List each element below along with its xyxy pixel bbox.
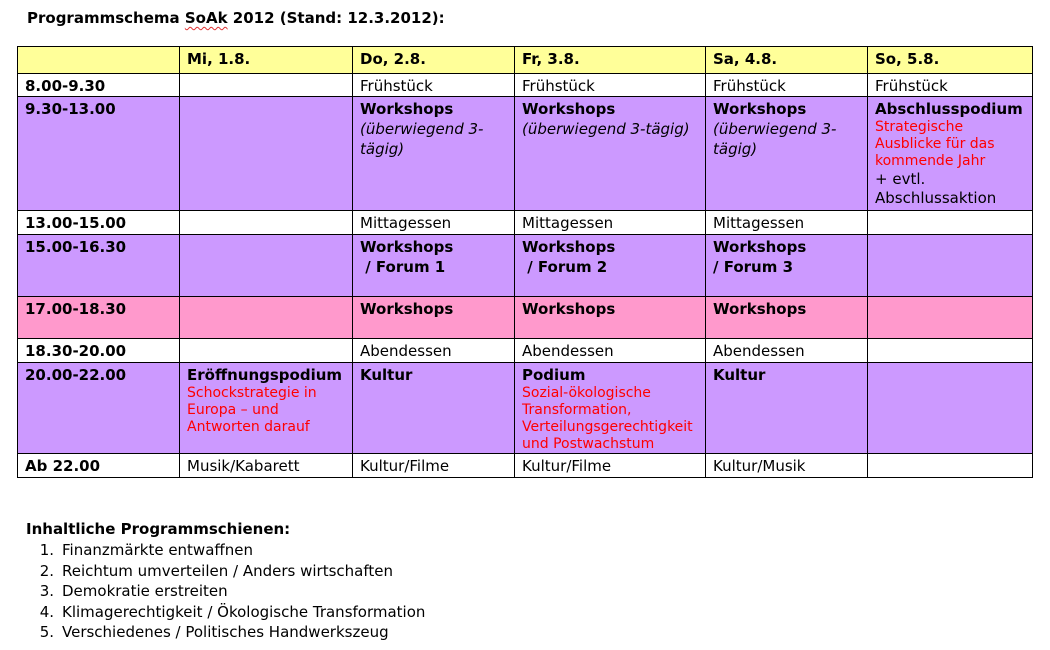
themes-heading: Inhaltliche Programmschienen: <box>26 520 291 538</box>
time-cell: 8.00-9.30 <box>18 74 180 97</box>
cell <box>353 235 515 297</box>
cell-red-note: Schockstrategie in Europa – und Antworten darauf <box>187 385 317 435</box>
day-header: Mi, 1.8. <box>180 47 353 74</box>
day-header: So, 5.8. <box>868 47 1033 74</box>
cell-title: Workshops <box>522 238 616 256</box>
cell-title: Workshops <box>713 100 807 118</box>
list-item <box>32 622 425 643</box>
table-row <box>18 297 1033 339</box>
cell <box>868 97 1033 211</box>
title-prefix: Programmschema <box>27 9 185 27</box>
cell <box>868 454 1033 478</box>
title-suffix: 2012 (Stand: 12.3.2012): <box>227 9 445 27</box>
themes-list <box>32 540 425 643</box>
cell: Kultur/Filme <box>353 454 515 478</box>
cell <box>180 297 353 339</box>
time-cell: 9.30-13.00 <box>18 97 180 211</box>
cell-title: Eröffnungspodium <box>187 366 343 384</box>
table-row <box>18 363 1033 454</box>
cell: Kultur/Musik <box>706 454 868 478</box>
cell: Frühstück <box>515 74 706 97</box>
title-soak: SoAk <box>184 9 228 27</box>
cell-subtitle: / Forum 1 <box>360 258 446 276</box>
cell <box>515 363 706 454</box>
cell-title: Podium <box>522 366 586 384</box>
cell: Workshops <box>515 297 706 339</box>
schedule-table <box>17 46 1033 478</box>
time-cell: 17.00-18.30 <box>18 297 180 339</box>
cell <box>868 363 1033 454</box>
cell <box>706 235 868 297</box>
cell-red-note: Strategische Ausblicke für das kommende Jahr <box>875 119 995 169</box>
cell-title: Workshops <box>360 238 454 256</box>
table-row <box>18 211 1033 235</box>
cell <box>180 339 353 363</box>
cell-subtitle: / Forum 2 <box>522 258 608 276</box>
cell <box>180 97 353 211</box>
list-item <box>32 540 425 561</box>
cell <box>706 97 868 211</box>
day-header: Sa, 4.8. <box>706 47 868 74</box>
list-item <box>32 602 425 623</box>
cell <box>868 211 1033 235</box>
list-number: 4. <box>39 602 54 621</box>
cell: Kultur/Filme <box>515 454 706 478</box>
cell: Mittagessen <box>353 211 515 235</box>
list-text: Reichtum umverteilen / Anders wirtschaften <box>62 561 393 580</box>
list-text: Finanzmärkte entwaffnen <box>62 541 253 559</box>
list-text: Verschiedenes / Politisches Handwerkszeug <box>62 623 389 641</box>
cell <box>353 97 515 211</box>
list-number: 1. <box>39 541 54 559</box>
cell-note: (überwiegend 3-tägig) <box>360 120 484 158</box>
list-item <box>32 581 425 602</box>
cell-note: + evtl. Abschlussaktion <box>875 170 997 207</box>
corner-cell <box>18 47 180 74</box>
cell <box>515 235 706 297</box>
time-cell: 20.00-22.00 <box>18 363 180 454</box>
time-cell: 15.00-16.30 <box>18 235 180 297</box>
cell <box>706 363 868 454</box>
table-row <box>18 454 1033 478</box>
cell: Frühstück <box>868 74 1033 97</box>
cell: Workshops <box>706 297 868 339</box>
cell-title: Kultur <box>360 366 413 384</box>
day-header: Do, 2.8. <box>353 47 515 74</box>
cell-red-note: Sozial-ökologische Transformation, Verteilungsgerechtigkeit und Postwachstum <box>522 385 693 452</box>
cell-note: (überwiegend 3-tägig) <box>522 120 690 138</box>
cell: Abendessen <box>515 339 706 363</box>
header-row <box>18 47 1033 74</box>
cell <box>868 297 1033 339</box>
cell: Abendessen <box>353 339 515 363</box>
cell <box>180 211 353 235</box>
cell <box>868 235 1033 297</box>
table-row <box>18 235 1033 297</box>
list-item <box>32 561 425 582</box>
cell <box>180 235 353 297</box>
cell-title: Kultur <box>713 366 766 384</box>
cell-title: Workshops <box>360 100 454 118</box>
list-text: Klimagerechtigkeit / Ökologische Transformation <box>62 602 426 621</box>
cell <box>515 97 706 211</box>
table-row <box>18 74 1033 97</box>
cell: Workshops <box>353 297 515 339</box>
time-cell: 18.30-20.00 <box>18 339 180 363</box>
cell-note: (überwiegend 3-tägig) <box>713 120 837 158</box>
cell <box>180 363 353 454</box>
table-row <box>18 97 1033 211</box>
cell: Mittagessen <box>515 211 706 235</box>
cell-subtitle: / Forum 3 <box>713 258 794 276</box>
list-number: 3. <box>39 582 54 600</box>
table-row <box>18 339 1033 363</box>
time-cell: Ab 22.00 <box>18 454 180 478</box>
document-title <box>27 9 445 27</box>
cell: Mittagessen <box>706 211 868 235</box>
cell-title: Workshops <box>713 238 807 256</box>
cell: Musik/Kabarett <box>180 454 353 478</box>
day-header: Fr, 3.8. <box>515 47 706 74</box>
cell: Abendessen <box>706 339 868 363</box>
cell-title: Workshops <box>522 100 616 118</box>
cell <box>353 363 515 454</box>
list-number: 2. <box>39 561 54 580</box>
cell <box>868 339 1033 363</box>
cell: Frühstück <box>353 74 515 97</box>
list-text: Demokratie erstreiten <box>62 582 228 600</box>
time-cell: 13.00-15.00 <box>18 211 180 235</box>
cell-title: Abschlusspodium <box>875 100 1023 118</box>
list-number: 5. <box>39 623 54 641</box>
cell <box>180 74 353 97</box>
cell: Frühstück <box>706 74 868 97</box>
